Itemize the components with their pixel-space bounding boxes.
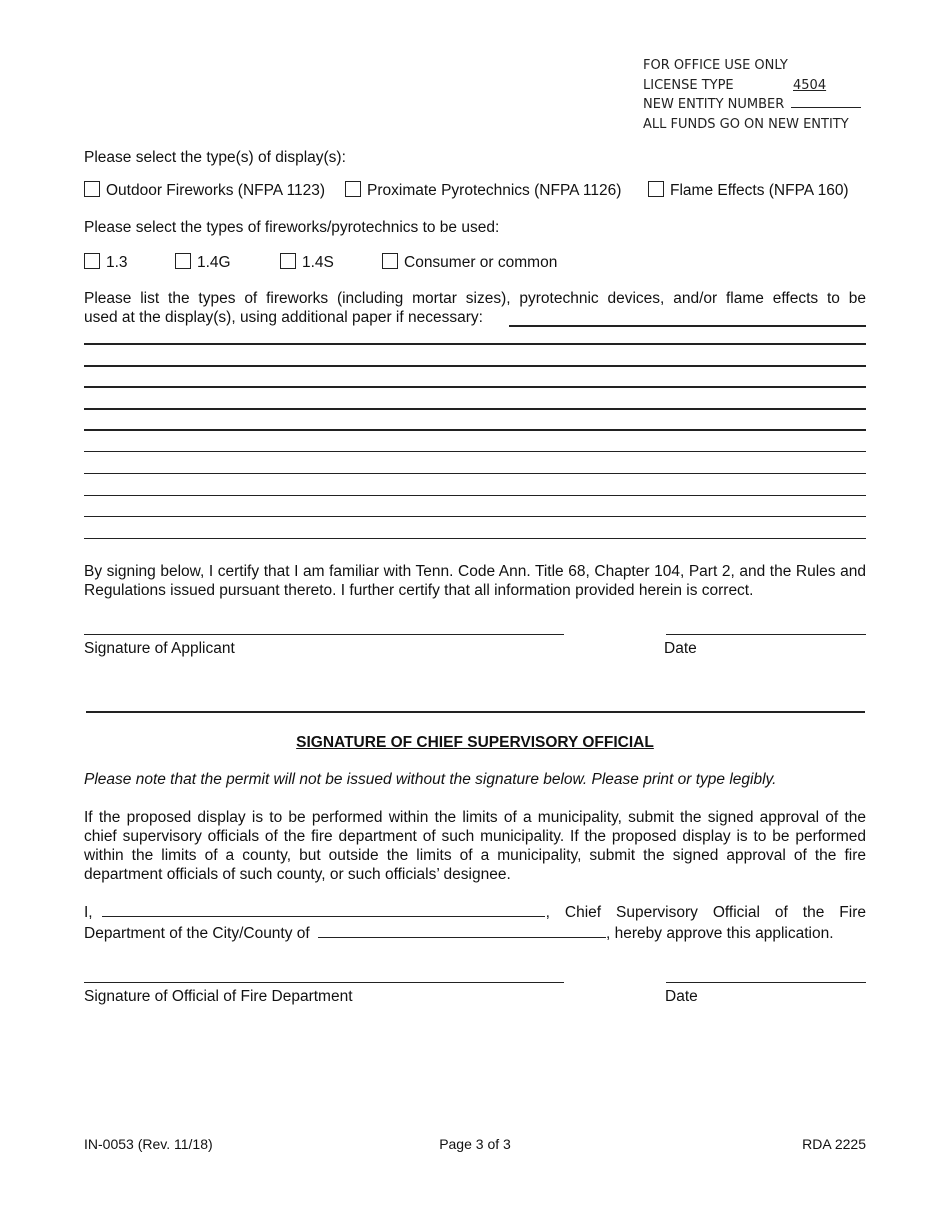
writing-line[interactable] xyxy=(84,343,866,345)
option-proximate-pyrotechnics[interactable]: Proximate Pyrotechnics (NFPA 1126) xyxy=(345,181,621,200)
list-prompt-line2: used at the display(s), using additional paper if necessary: xyxy=(84,309,483,326)
footer-page-number: Page 3 of 3 xyxy=(439,1136,511,1152)
checkbox[interactable] xyxy=(648,181,664,197)
list-prompt-line1: Please list the types of fireworks (including mortar sizes), pyrotechnic devices, and/or flame effects to be xyxy=(84,290,866,307)
official-instructions: If the proposed display is to be performed within the limits of a municipality, submit the signed approval of the chief supervisory officials of the fire department of such municipality. If the proposed display is to be performed within the limits of a county, but outside the limits of a municipality, submit the signed approval of the fire department officials of such county, or such officials’ designee. xyxy=(84,809,866,883)
checkbox[interactable] xyxy=(84,253,100,269)
checkbox[interactable] xyxy=(84,181,100,197)
footer-form-id: IN-0053 (Rev. 11/18) xyxy=(84,1136,213,1152)
writing-line[interactable] xyxy=(84,538,866,539)
applicant-signature-label: Signature of Applicant xyxy=(84,640,235,657)
new-entity-field[interactable] xyxy=(791,107,861,108)
firework-type-prompt: Please select the types of fireworks/pyrotechnics to be used: xyxy=(84,219,500,236)
approval-part3: , hereby approve this application. xyxy=(606,925,834,942)
option-1-3[interactable]: 1.3 xyxy=(84,253,128,272)
writing-line[interactable] xyxy=(84,495,866,496)
applicant-signature-line[interactable] xyxy=(84,634,564,635)
new-entity-label: NEW ENTITY NUMBER xyxy=(643,97,785,112)
approval-line-2 xyxy=(84,923,834,943)
official-section-heading: SIGNATURE OF CHIEF SUPERVISORY OFFICIAL xyxy=(296,734,654,751)
option-consumer[interactable]: Consumer or common xyxy=(382,253,557,272)
applicant-date-label: Date xyxy=(664,640,697,657)
list-first-line[interactable] xyxy=(509,325,866,327)
city-county-field[interactable] xyxy=(318,923,606,938)
approval-i: I, xyxy=(84,904,93,921)
approval-line-1 xyxy=(84,902,866,922)
official-date-label: Date xyxy=(665,988,698,1005)
checkbox[interactable] xyxy=(345,181,361,197)
official-signature-label: Signature of Official of Fire Department xyxy=(84,988,353,1005)
funds-note: ALL FUNDS GO ON NEW ENTITY xyxy=(643,116,849,132)
writing-line[interactable] xyxy=(84,473,866,474)
checkbox[interactable] xyxy=(382,253,398,269)
firework-type-options xyxy=(0,253,950,275)
writing-line[interactable] xyxy=(84,365,866,367)
writing-line[interactable] xyxy=(84,451,866,452)
option-1-4g[interactable]: 1.4G xyxy=(175,253,231,272)
checkbox[interactable] xyxy=(175,253,191,269)
office-use-block xyxy=(643,56,849,134)
applicant-date-line[interactable] xyxy=(666,634,866,635)
option-1-4s[interactable]: 1.4S xyxy=(280,253,334,272)
official-date-line[interactable] xyxy=(666,982,866,983)
official-signature-line[interactable] xyxy=(84,982,564,983)
option-flame-effects[interactable]: Flame Effects (NFPA 160) xyxy=(648,181,849,200)
footer-rda: RDA 2225 xyxy=(802,1136,866,1152)
writing-line[interactable] xyxy=(84,429,866,431)
display-type-prompt: Please select the type(s) of display(s): xyxy=(84,149,346,166)
certification-text: By signing below, I certify that I am familiar with Tenn. Code Ann. Title 68, Chapter 104, Part 2, and the Rules and Regulations issued pursuant thereto. I further certify that all information provided herein is correct. xyxy=(84,563,866,599)
writing-line[interactable] xyxy=(84,408,866,410)
official-section-note: Please note that the permit will not be issued without the signature below. Please print or type legibly. xyxy=(84,771,777,788)
writing-line[interactable] xyxy=(84,516,866,517)
writing-line[interactable] xyxy=(84,386,866,388)
approval-part1: , Chief Supervisory Official of the Fire xyxy=(545,904,866,921)
option-outdoor-fireworks[interactable]: Outdoor Fireworks (NFPA 1123) xyxy=(84,181,325,200)
official-name-field[interactable] xyxy=(102,902,545,917)
section-divider xyxy=(86,711,865,713)
approval-part2: Department of the City/County of xyxy=(84,925,310,942)
office-use-title: FOR OFFICE USE ONLY xyxy=(643,58,788,73)
license-type-value: 4504 xyxy=(793,77,827,93)
checkbox[interactable] xyxy=(280,253,296,269)
display-type-options xyxy=(0,181,950,203)
license-type-label: LICENSE TYPE xyxy=(643,77,734,93)
